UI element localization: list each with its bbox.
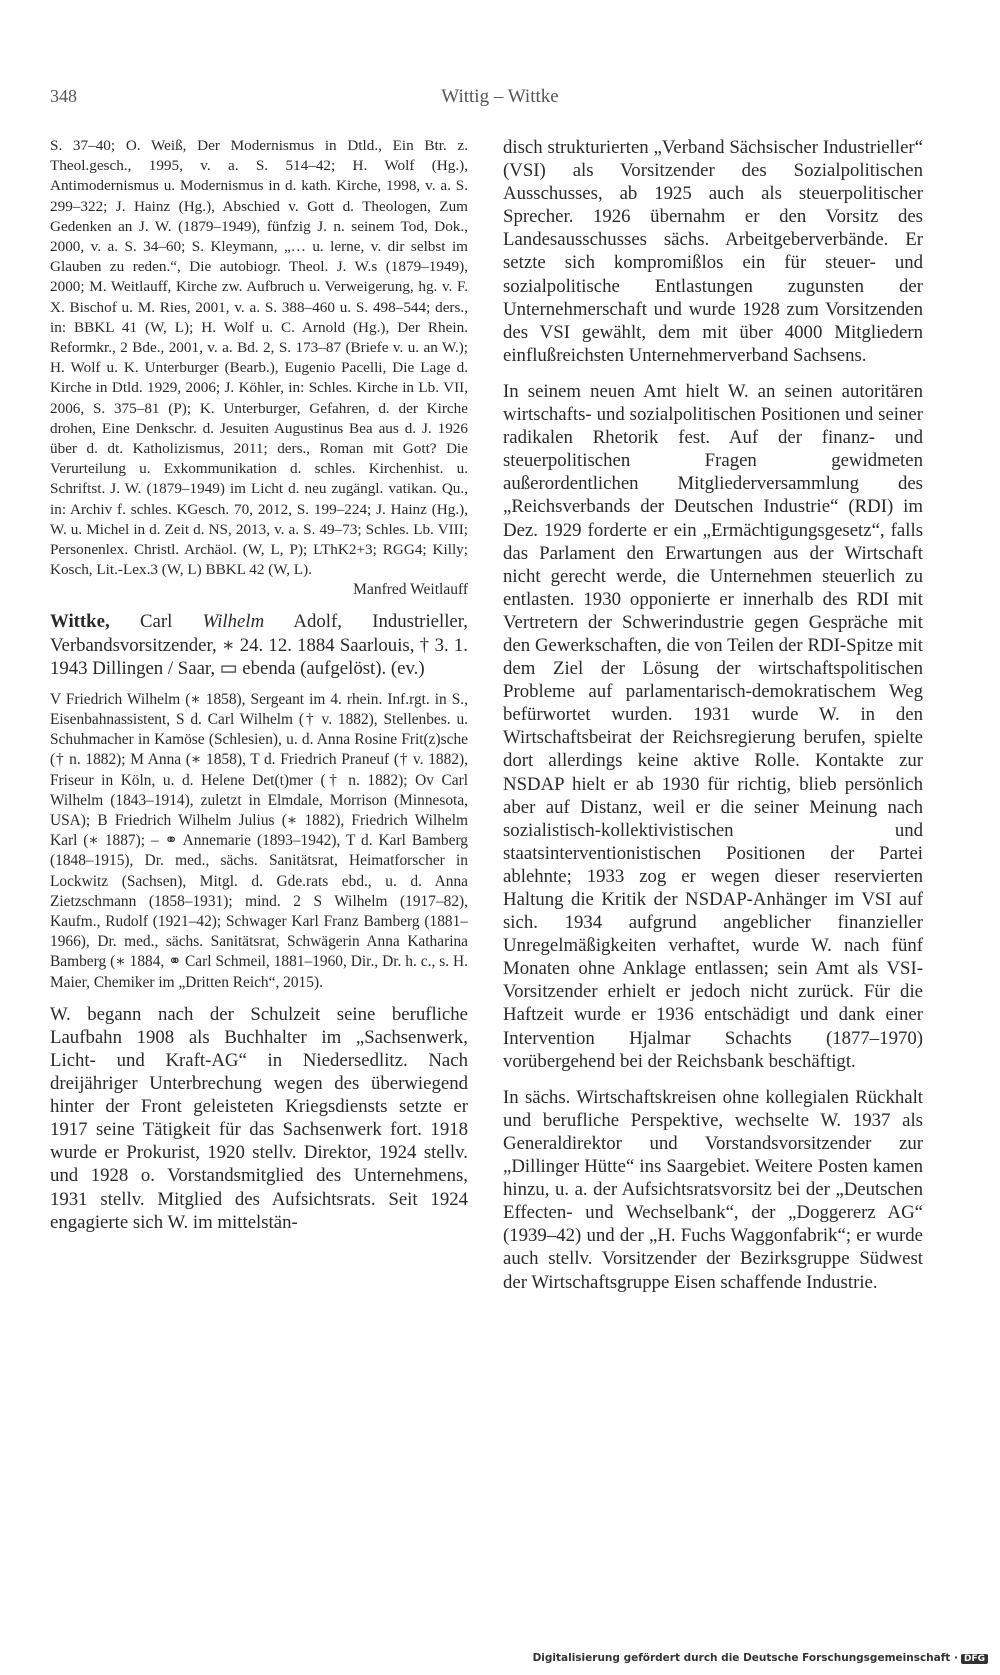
- body-paragraph-2: In seinem neuen Amt hielt W. an seinen autoritären wirtschafts- und sozialpolitischen Positionen und seiner radikalen Rhetorik fest. Auf der finanz- und steuerpolitischen Fragen gewidmeten außerordentlichen Mitgliederversammlung des „Reichsverbands der Deutschen Industrie“ (RDI) im Dez. 1929 forderte er ein „Ermächtigungsgesetz“, falls das Parlament den Erwartungen aus der Wirtschaft nicht gerecht werde, die Unternehmen steuerlich zu entlasten. 1930 opponierte er innerhalb des RDI mit Vertretern der Schwerindustrie gegen Gespräche mit den Gewerkschaften, die von Teilen der RDI-Spitze mit dem Ziel der Lösung der wirtschaftspolitischen Probleme auf parlamentarisch-demokratischem Weg befürwortet wurden. 1931 wurde W. in den Wirtschaftsbeirat der Reichsregierung berufen, spielte dort allerdings keine aktive Rolle. Kontakte zur NSDAP hielt er ab 1930 für richtig, blieb persönlich aber auf Distanz, weil er die seiner Meinung nach sozialistisch-kollektivistischen und staatsinterventionistischen Positionen der Partei ablehnte; 1933 zog er wegen dieser reservierten Haltung die Kritik der NSDAP-Anhänger im VSI auf sich. 1934 aufgrund angeblicher finanzieller Unregelmäßigkeiten verhaftet, wurde W. nach fünf Monaten ohne Anklage entlassen; sein Amt als VSI-Vorsitzender erhielt er jedoch nicht zurück. Für die Haftzeit wurde er 1936 entschädigt und dank einer Intervention Hjalmar Schachts (1877–1970) vorübergehend bei der Reichsbank beschäftigt.: [503, 380, 923, 1072]
- entry-surname: Wittke,: [50, 611, 110, 633]
- running-head: Wittig – Wittke: [441, 86, 559, 107]
- entry-heading: [50, 610, 468, 679]
- footer-credit: [533, 1652, 988, 1664]
- genealogy: V Friedrich Wilhelm (∗ 1858), Sergeant im 4. rhein. Inf.rgt. in S., Eisenbahnassistent, S d. Carl Wilhelm († v. 1882), Stellenbes. u. Schuhmacher in Kamöse (Schlesien), u. d. Anna Rosine Frit(z)sche († n. 1882); M Anna (∗ 1858), T d. Friedrich Praneuf († v. 1882), Friseur in Köln, u. d. Helene Det(t)mer († n. 1882); Ov Carl Wilhelm (1843–1914), zuletzt in Elmdale, Morrison (Minnesota, USA); B Friedrich Wilhelm Julius (∗ 1882), Friedrich Wilhelm Karl (∗ 1887); – ⚭ Annemarie (1893–1942), T d. Karl Bamberg (1848–1915), Dr. med., sächs. Sanitätsrat, Heimatforscher in Lockwitz (Sachsen), Mitgl. d. Gde.rats ebd., u. d. Anna Zietzschmann (1858–1931); mind. 2 S Wilhelm (1917–82), Kaufm., Rudolf (1921–42); Schwager Karl Franz Bamberg (1881–1966), Dr. med., sächs. Sanitätsrat, Schwägerin Anna Katharina Bamberg (∗ 1884, ⚭ Carl Schmeil, 1881–1960, Dir., Dr. h. c., s. H. Maier, Chemiker im „Dritten Reich“, 2015).: [50, 690, 468, 991]
- page-number: 348: [50, 86, 77, 106]
- entry-given-call: Wilhelm: [202, 611, 265, 633]
- bibliography: S. 37–40; O. Weiß, Der Modernismus in Dtld., Ein Btr. z. Theol.gesch., 1995, v. a. S. 514–42; H. Wolf (Hg.), Antimodernismus u. Modernismus in d. kath. Kirche, 1998, v. a. S. 299–322; J. Hainz (Hg.), Abschied v. Gott d. Theologen, Zum Gedenken an J. W. (1879–1949), fünfzig J. n. seinem Tod, Dok., 2000, v. a. S. 34–60; S. Kleymann, „… u. lerne, v. dir selbst im Glauben zu reden.“, Die autobiogr. Theol. J. W.s (1879–1949), 2000; M. Weitlauff, Kirche zw. Aufbruch u. Verweigerung, hg. v. F. X. Bischof u. M. Ries, 2001, v. a. S. 388–460 u. S. 498–544; ders., in: BBKL 41 (W, L); H. Wolf u. C. Arnold (Hg.), Der Rhein. Reformkr., 2 Bde., 2001, v. a. Bd. 2, S. 173–87 (Briefe v. u. an W.); H. Wolf u. K. Unterburger (Bearb.), Eugenio Pacelli, Die Lage d. Kirche in Dtld. 1929, 2006; J. Köhler, in: Schles. Kirche in Lb. VII, 2006, S. 375–81 (P); K. Unterburger, Gefahren, d. der Kirche drohen, Eine Denkschr. d. Jesuiten Augustinus Bea aus d. J. 1926 über d. dt. Katholizismus, 2011; ders., Roman mit Gott? Die Verurteilung u. Exkommunikation d. schles. Kirchenhist. u. Schriftst. J. W. (1879–1949) im Licht d. neu zugängl. vatikan. Qu., in: Archiv f. schles. KGesch. 70, 2012, S. 199–224; J. Hainz (Hg.), W. u. Michel in d. Zeit d. NS, 2013, v. a. S. 49–73; Schles. Lb. VIII; Personenlex. Christl. Archäol. (W, L, P); LThK2+3; RGG4; Killy; Kosch, Lit.-Lex.3 (W, L) BBKL 42 (W, L).: [50, 137, 468, 579]
- body-paragraph-3: In sächs. Wirtschaftskreisen ohne kollegialen Rückhalt und berufliche Perspektive, wechselte W. 1937 als Generaldirektor und Vorstandsvorsitzender zur „Dillinger Hütte“ ins Saargebiet. Weitere Posten kamen hinzu, u. a. der Aufsichtsratsvorsitz bei der „Deutschen Effecten- und Wechselbank“, der „Doggererz AG“ (1939–42) und der „H. Fuchs Waggonfabrik“; er wurde auch stellv. Vorsitzender der Bezirksgruppe Südwest der Wirtschaftsgruppe Eisen schaffende Industrie.: [503, 1086, 923, 1293]
- body-paragraph-1-end: disch strukturierten „Verband Sächsischer Industrieller“ (VSI) als Vorsitzender des Sozialpolitischen Ausschusses, ab 1925 auch als steuerpolitischer Sprecher. 1926 übernahm er den Vorsitz des Landesausschusses sächs. Arbeitgeberverbände. Er setzte sich kompromißlos ein für steuer- und sozialpolitische Entlastungen zugunsten der Unternehmerschaft und wurde 1928 zum Vorsitzenden des VSI gewählt, dem mit über 4000 Mitgliedern einflußreichsten Unternehmerverband Sachsens.: [503, 137, 923, 366]
- left-column: [50, 136, 468, 1234]
- footer-text: Digitalisierung gefördert durch die Deutsche Forschungsgemeinschaft ·: [532, 1652, 958, 1664]
- author-signature: Manfred Weitlauff: [353, 581, 468, 599]
- entry-given-first: Carl: [139, 611, 173, 633]
- body-paragraph-1-start: W. begann nach der Schulzeit seine berufliche Laufbahn 1908 als Buchhalter im „Sachsenwerk, Licht- und Kraft-AG“ in Niedersedlitz. Nach dreijähriger Unterbrechung wegen des überwiegend hinter der Front geleisteten Kriegsdiensts setzte er 1917 seine Tätigkeit für das Sachsenwerk fort. 1918 wurde er Prokurist, 1920 stellv. Direktor, 1924 stellv. und 1928 o. Vorstandsmitglied des Unternehmens, 1931 stellv. Mitglied des Aufsichtsrats. Seit 1924 engagierte sich W. im mittelstän-: [50, 1003, 468, 1233]
- dfg-badge: DFG: [961, 1654, 988, 1664]
- right-column: [503, 136, 923, 1307]
- entry-head-rest: Adolf, Industrieller, Verbandsvorsitzender, ∗ 24. 12. 1884 Saarlouis, † 3. 1. 1943 Dillingen / Saar, ▭ ebenda (aufgelöst). (ev.): [50, 611, 468, 679]
